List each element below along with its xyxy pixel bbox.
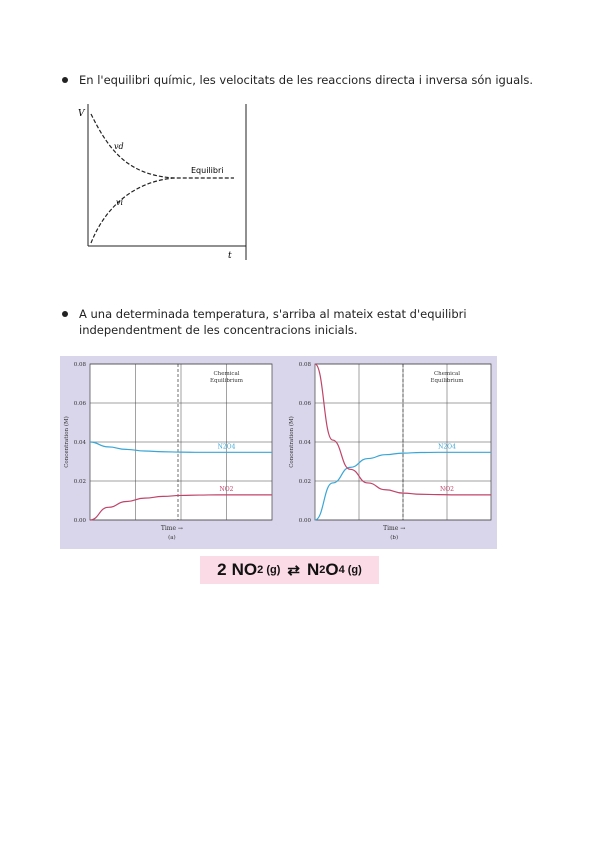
series-label-no2: NO2 (219, 485, 234, 493)
y-tick-label: 0.02 (73, 479, 86, 485)
inverse-rate-label: vi (116, 198, 124, 207)
equation-product-n: N (306, 560, 320, 579)
y-tick-label: 0.04 (298, 440, 311, 446)
y-tick-label: 0.02 (298, 479, 311, 485)
y-tick-label: 0.04 (73, 440, 86, 446)
equation-reactant-subscript: 2 (g) (257, 564, 281, 576)
bullet-dot (62, 77, 68, 83)
inverse-rate-curve (91, 178, 174, 243)
series-label-n2o4: N2O4 (438, 443, 456, 451)
rate-vs-time-graph (76, 100, 248, 264)
panel-label: (b) (390, 535, 399, 541)
y-tick-label: 0.06 (298, 401, 311, 407)
chart-annotation-line2: Equilibrium (430, 378, 464, 384)
x-axis-label: Time → (383, 525, 406, 532)
rate-graph-y-label: V (78, 109, 85, 119)
series-label-no2: NO2 (440, 485, 454, 493)
y-tick-label: 0.06 (73, 401, 86, 407)
equation-product-n-subscript: 2 (319, 564, 326, 576)
y-tick-label: 0.08 (73, 362, 86, 368)
x-axis-label: Time → (160, 525, 183, 532)
equilibrium-arrow-icon: ⇄ (287, 562, 300, 579)
series-label-n2o4: N2O4 (217, 443, 236, 451)
chemical-equation (200, 556, 379, 584)
chart-annotation-line2: Equilibrium (209, 378, 244, 384)
direct-rate-label: vd (114, 142, 124, 151)
equation-reactant: NO (231, 560, 258, 579)
chart-annotation-line1: Chemical (213, 371, 240, 377)
bullet-dot (62, 311, 68, 317)
concentration-charts-figure (60, 356, 497, 549)
y-axis-label: Concentration (M) (289, 416, 295, 468)
bullet-same-equilibrium (62, 306, 522, 338)
bullet-text: A una determinada temperatura, s'arriba al mateix estat d'equilibri independentment de les concentracions inicials. (79, 307, 467, 337)
chart-annotation-line1: Chemical (433, 371, 461, 377)
panel-label: (a) (168, 535, 176, 541)
bullet-text: En l'equilibri químic, les velocitats de les reaccions directa i inversa són iguals. (79, 73, 533, 87)
equilibrium-label: Equilibri (191, 166, 224, 175)
y-tick-label: 0.08 (298, 362, 311, 368)
equation-product-o-subscript: 4 (g) (338, 564, 362, 576)
bullet-equal-rates (62, 72, 562, 88)
y-axis-label: Concentration (M) (64, 416, 70, 468)
concentration-charts (60, 356, 497, 549)
y-tick-label: 0.00 (298, 518, 311, 524)
y-tick-label: 0.00 (73, 518, 86, 524)
rate-graph-x-label: t (228, 251, 232, 261)
equation-coefficient: 2 (217, 560, 227, 579)
equation-product-o: O (325, 560, 339, 579)
